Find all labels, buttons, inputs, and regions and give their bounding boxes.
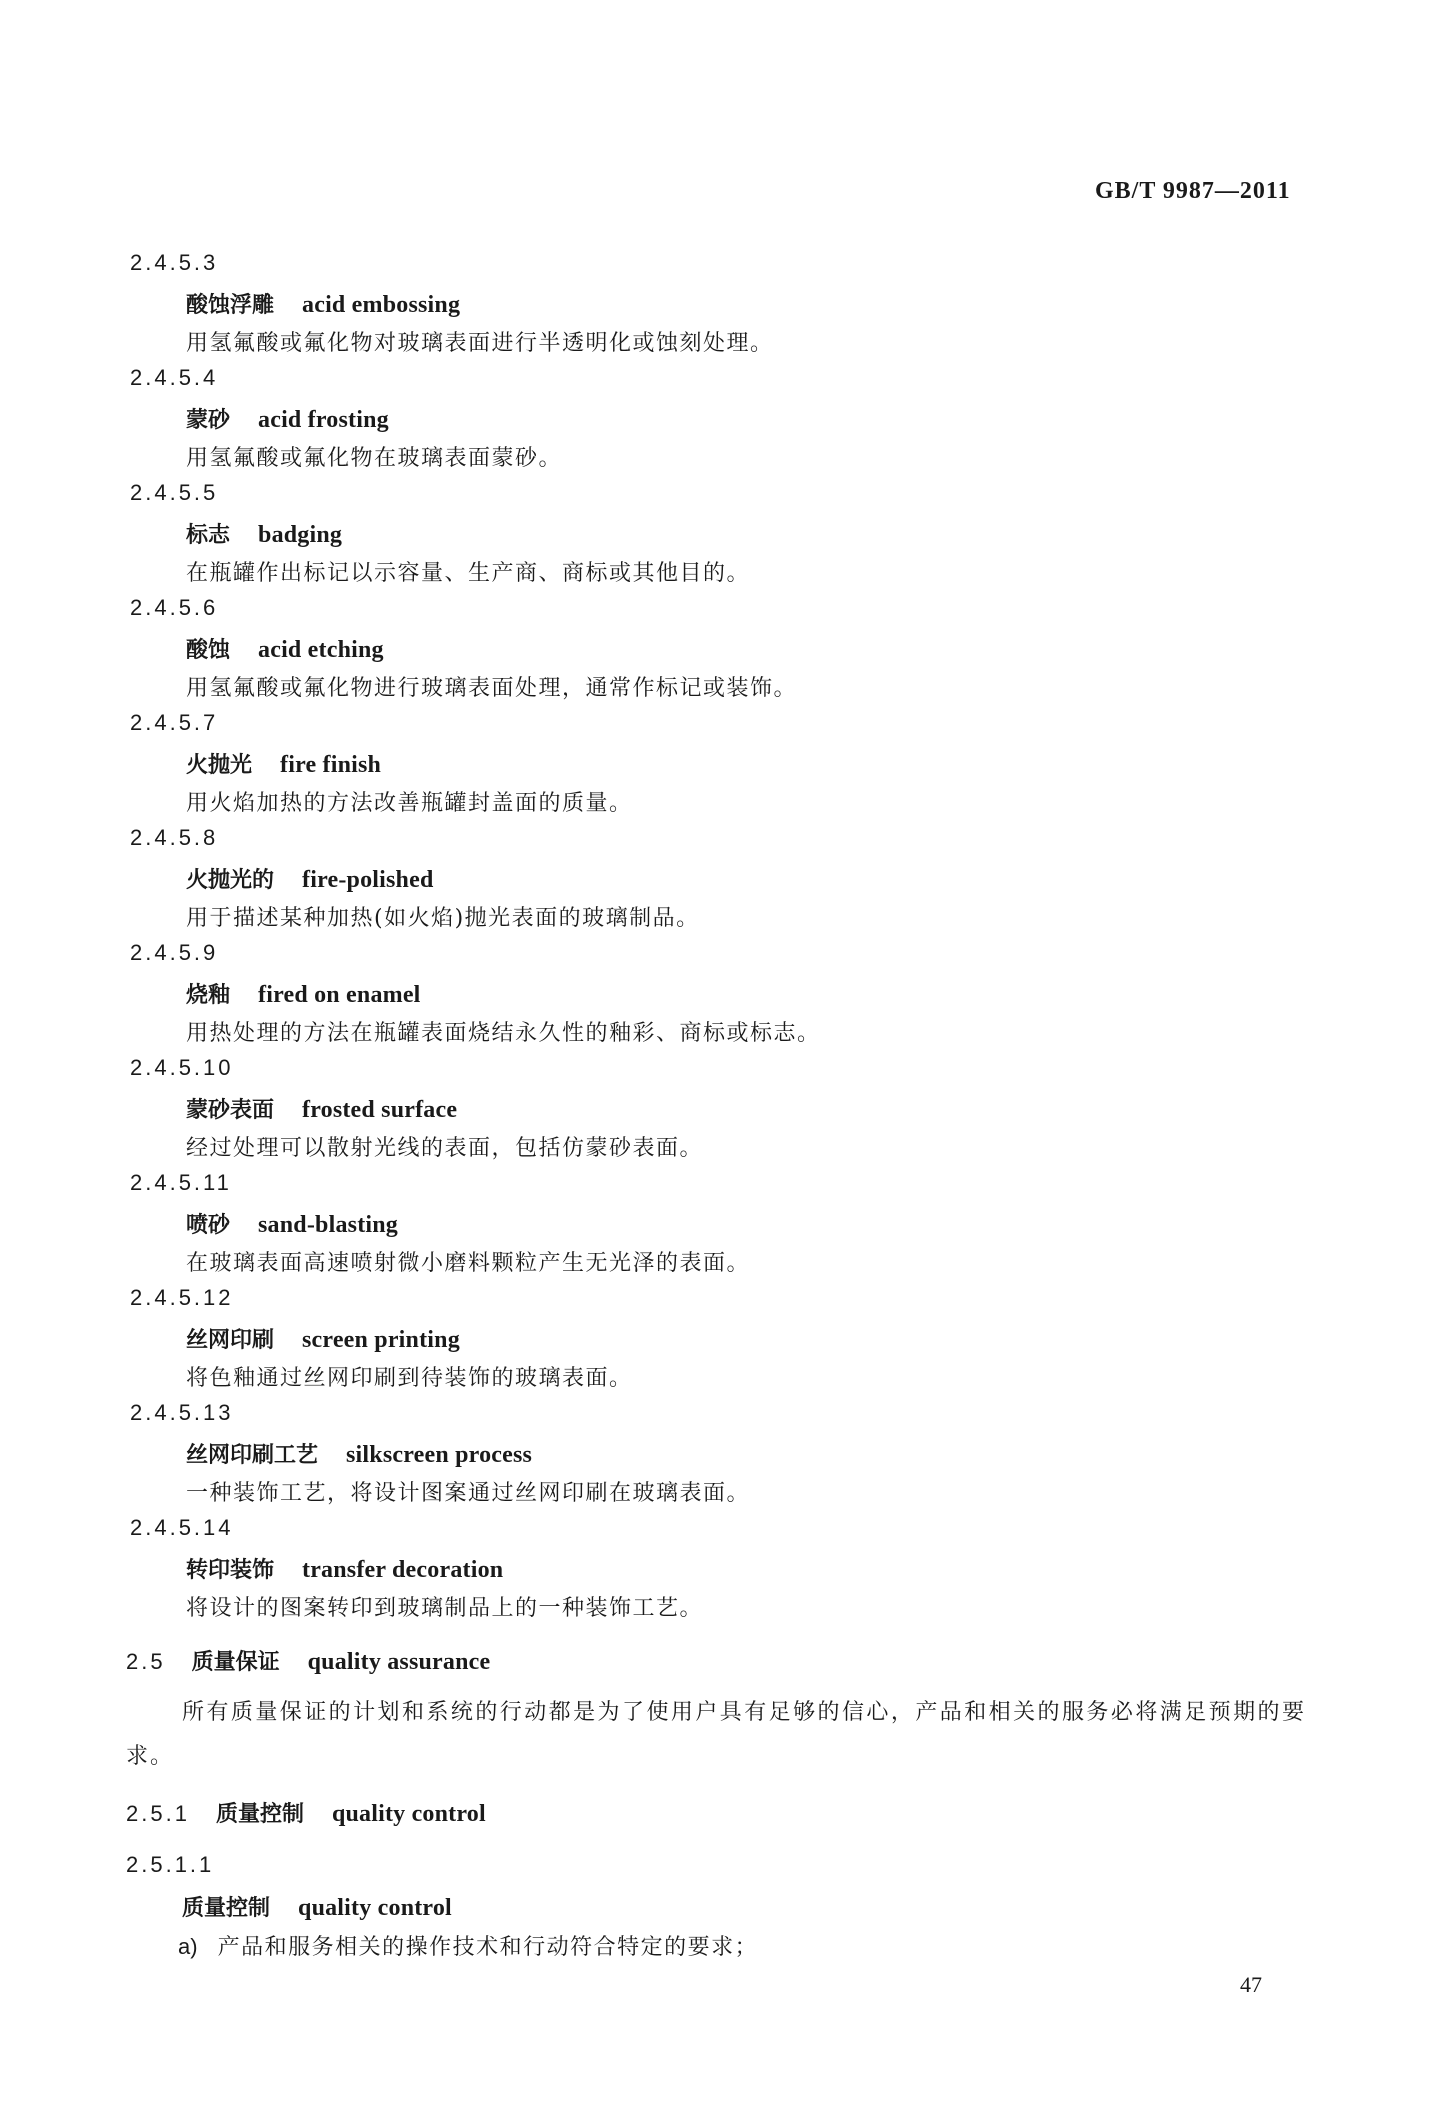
term-en: fire finish [280,752,382,778]
term-en: badging [258,522,343,548]
term-cn: 质量控制 [182,1895,271,1921]
entry-number: 2.4.5.6 [130,595,219,620]
entry-definition: 用热处理的方法在瓶罐表面烧结永久性的釉彩、商标或标志。 [186,1021,821,1046]
entry-term [186,1438,532,1469]
entry-number: 2.4.5.10 [130,1055,234,1080]
entry-definition: 在玻璃表面高速喷射微小磨料颗粒产生无光泽的表面。 [186,1251,751,1276]
term-en: transfer decoration [302,1557,504,1583]
list-item-a [178,1930,758,1961]
list-marker: a) [178,1934,198,1959]
term-cn: 丝网印刷工艺 [186,1442,319,1468]
term-cn: 火抛光 [186,752,253,778]
entry-term [186,863,434,894]
section-2-5-1-heading [126,1797,486,1828]
entry-definition: 一种装饰工艺，将设计图案通过丝网印刷在玻璃表面。 [186,1481,751,1506]
entry-number: 2.4.5.8 [130,825,219,850]
term-en: screen printing [302,1327,460,1353]
term-en: acid frosting [258,407,389,433]
entry-number: 2.4.5.11 [130,1170,232,1195]
entry-term [182,1891,452,1922]
term-cn: 丝网印刷 [186,1327,275,1353]
entry-number: 2.4.5.4 [130,365,219,390]
standard-code-header: GB/T 9987—2011 [1095,178,1291,204]
term-en: sand-blasting [258,1212,399,1238]
term-cn: 酸蚀浮雕 [186,292,275,318]
term-cn: 转印装饰 [186,1557,275,1583]
entry-term [186,1093,457,1124]
term-cn: 酸蚀 [186,637,231,663]
term-cn: 喷砂 [186,1212,231,1238]
entry-number: 2.4.5.3 [130,250,219,275]
entry-term [186,748,381,779]
term-en: frosted surface [302,1097,458,1123]
term-en: fire-polished [302,867,434,893]
entry-definition: 用氢氟酸或氟化物在玻璃表面蒙砂。 [186,446,563,471]
entry-definition: 用火焰加热的方法改善瓶罐封盖面的质量。 [186,791,633,816]
entry-term [186,633,384,664]
entry-term [186,288,460,319]
entry-term [186,1323,460,1354]
entry-term [186,518,342,549]
entry-number: 2.4.5.13 [130,1400,234,1425]
entry-term [186,1553,503,1584]
term-cn: 标志 [186,522,231,548]
section-title-cn: 质量保证 [191,1649,280,1675]
page-number: 47 [1240,1972,1262,1997]
entry-number: 2.4.5.7 [130,710,219,735]
term-cn: 蒙砂 [186,407,231,433]
section-title-en: quality control [331,1801,486,1827]
entry-number: 2.4.5.12 [130,1285,234,1310]
term-en: acid etching [258,637,384,663]
term-cn: 蒙砂表面 [186,1097,275,1123]
section-2-5-paragraph: 所有质量保证的计划和系统的行动都是为了使用户具有足够的信心，产品和相关的服务必将满足预期的要求。 [126,1700,1306,1769]
section-number: 2.5.1 [126,1801,190,1826]
term-en: fired on enamel [258,982,421,1008]
entry-term [186,403,389,434]
section-title-cn: 质量控制 [215,1801,304,1827]
entry-definition: 将色釉通过丝网印刷到待装饰的玻璃表面。 [186,1366,633,1391]
term-cn: 烧釉 [186,982,231,1008]
term-en: acid embossing [302,292,461,318]
term-cn: 火抛光的 [186,867,275,893]
entry-number: 2.4.5.14 [130,1515,234,1540]
entry-number: 2.4.5.9 [130,940,219,965]
entry-definition: 经过处理可以散射光线的表面，包括仿蒙砂表面。 [186,1136,704,1161]
entry-number: 2.5.1.1 [126,1852,215,1877]
entry-definition: 用氢氟酸或氟化物进行玻璃表面处理，通常作标记或装饰。 [186,676,798,701]
section-number: 2.5 [126,1649,166,1674]
entry-definition: 在瓶罐作出标记以示容量、生产商、商标或其他目的。 [186,561,751,586]
term-en: silkscreen process [346,1442,533,1468]
entry-definition: 将设计的图案转印到玻璃制品上的一种装饰工艺。 [186,1596,704,1621]
term-en: quality control [298,1895,452,1921]
list-item-text: 产品和服务相关的操作技术和行动符合特定的要求； [217,1935,759,1960]
entry-number: 2.4.5.5 [130,480,219,505]
section-title-en: quality assurance [307,1649,491,1675]
entry-term [186,1208,398,1239]
entry-definition: 用氢氟酸或氟化物对玻璃表面进行半透明化或蚀刻处理。 [186,331,774,356]
entry-term [186,978,421,1009]
section-2-5-heading [126,1645,490,1676]
entry-definition: 用于描述某种加热(如火焰)抛光表面的玻璃制品。 [186,906,700,931]
